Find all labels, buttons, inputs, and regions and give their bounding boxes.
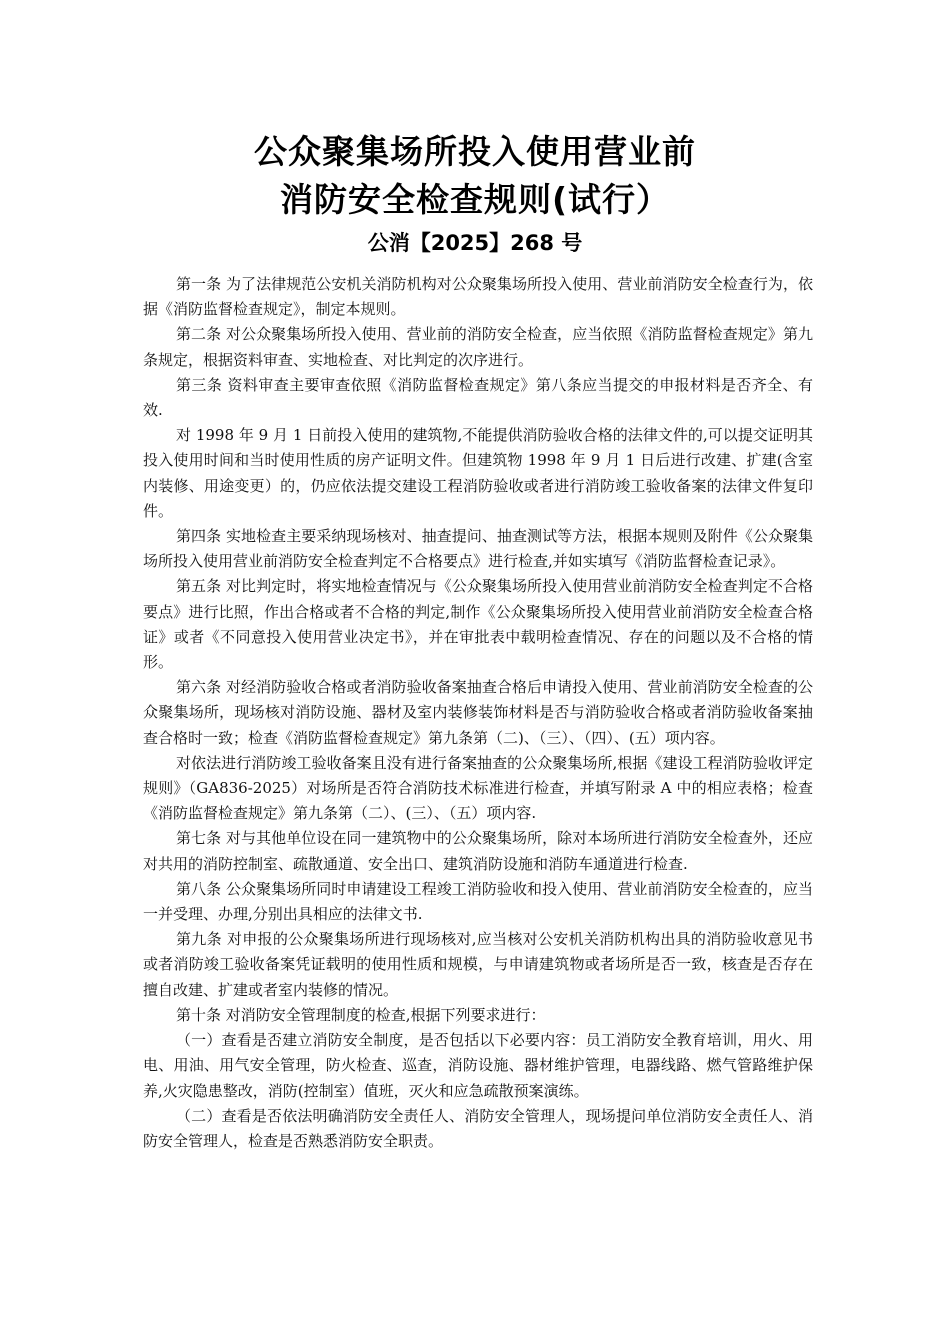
paragraph-article-4: 第四条 实地检查主要采纳现场核对、抽查提问、抽查测试等方法，根据本规则及附件《公众聚集场所投入使用营业前消防安全检查判定不合格要点》进行检查,并如实填写《消防监督检查记录》。: [143, 527, 813, 571]
paragraph-article-2: 第二条 对公众聚集场所投入使用、营业前的消防安全检查，应当依照《消防监督检查规定》第九条规定，根据资料审查、实地检查、对比判定的次序进行。: [143, 325, 813, 369]
document-body: [143, 272, 813, 1154]
title-block: [0, 128, 950, 260]
paragraph-article-10: 第十条 对消防安全管理制度的检查,根据下列要求进行：: [176, 1005, 546, 1024]
paragraph-article-1: 第一条 为了法律规范公安机关消防机构对公众聚集场所投入使用、营业前消防安全检查行为，依据《消防监督检查规定》，制定本规则。: [143, 275, 813, 319]
paragraph-article-10-item-2: （二）查看是否依法明确消防安全责任人、消防安全管理人，现场提问单位消防安全责任人、消防安全管理人，检查是否熟悉消防安全职责。: [143, 1106, 813, 1150]
paragraph-article-6-note: 对依法进行消防竣工验收备案且没有进行备案抽查的公众聚集场所,根据《建设工程消防验收评定规则》（GA836-2025）对场所是否符合消防技术标准进行检查，并填写附录 A 中的相应表格；检查《消防监督检查规定》第九条第（二）、(三）、（五）项内容.: [143, 753, 813, 823]
paragraph-article-6: 第六条 对经消防验收合格或者消防验收备案抽查合格后申请投入使用、营业前消防安全检查的公众聚集场所，现场核对消防设施、器材及室内装修装饰材料是否与消防验收合格或者消防验收备案抽查合格时一致；检查《消防监督检查规定》第九条第（二)、（三）、（四）、(五）项内容。: [143, 678, 813, 747]
paragraph-article-3-note: 对 1998 年 9 月 1 日前投入使用的建筑物,不能提供消防验收合格的法律文件的,可以提交证明其投入使用时间和当时使用性质的房产证明文件。但建筑物 1998 年 9 月 1 日后进行改建、扩建(含室内装修、用途变更）的，仍应依法提交建设工程消防验收或者进行消防竣工验收备案的法律文件复印件。: [143, 426, 813, 520]
document-title-line-1: 公众聚集场所投入使用营业前: [254, 132, 696, 171]
document-title-line-2: 消防安全检查规则(试行）: [279, 180, 671, 219]
document-number: 公消【2025】268 号: [367, 231, 583, 255]
paragraph-article-5: 第五条 对比判定时，将实地检查情况与《公众聚集场所投入使用营业前消防安全检查判定不合格要点》进行比照，作出合格或者不合格的判定,制作《公众聚集场所投入使用营业前消防安全检查合格证》或者《不同意投入使用营业决定书》，并在审批表中载明检查情况、存在的问题以及不合格的情形。: [143, 577, 813, 672]
paragraph-article-8: 第八条 公众聚集场所同时申请建设工程竣工消防验收和投入使用、营业前消防安全检查的，应当一并受理、办理,分别出具相应的法律文书.: [143, 879, 813, 924]
paragraph-article-7: 第七条 对与其他单位设在同一建筑物中的公众聚集场所，除对本场所进行消防安全检查外，还应对共用的消防控制室、疏散通道、安全出口、建筑消防设施和消防车通道进行检查.: [143, 829, 813, 873]
paragraph-article-10-item-1: （一）查看是否建立消防安全制度，是否包括以下必要内容：员工消防安全教育培训，用火、用电、用油、用气安全管理，防火检查、巡查，消防设施、器材维护管理，电器线路、燃气管路维护保养,火灾隐患整改，消防(控制室）值班，灭火和应急疏散预案演练。: [143, 1031, 813, 1100]
paragraph-article-9: 第九条 对申报的公众聚集场所进行现场核对,应当核对公安机关消防机构出具的消防验收意见书或者消防竣工验收备案凭证载明的使用性质和规模，与申请建筑物或者场所是否一致，核查是否存在擅自改建、扩建或者室内装修的情况。: [143, 930, 813, 999]
paragraph-article-3: 第三条 资料审查主要审查依照《消防监督检查规定》第八条应当提交的申报材料是否齐全、有效.: [143, 375, 813, 420]
